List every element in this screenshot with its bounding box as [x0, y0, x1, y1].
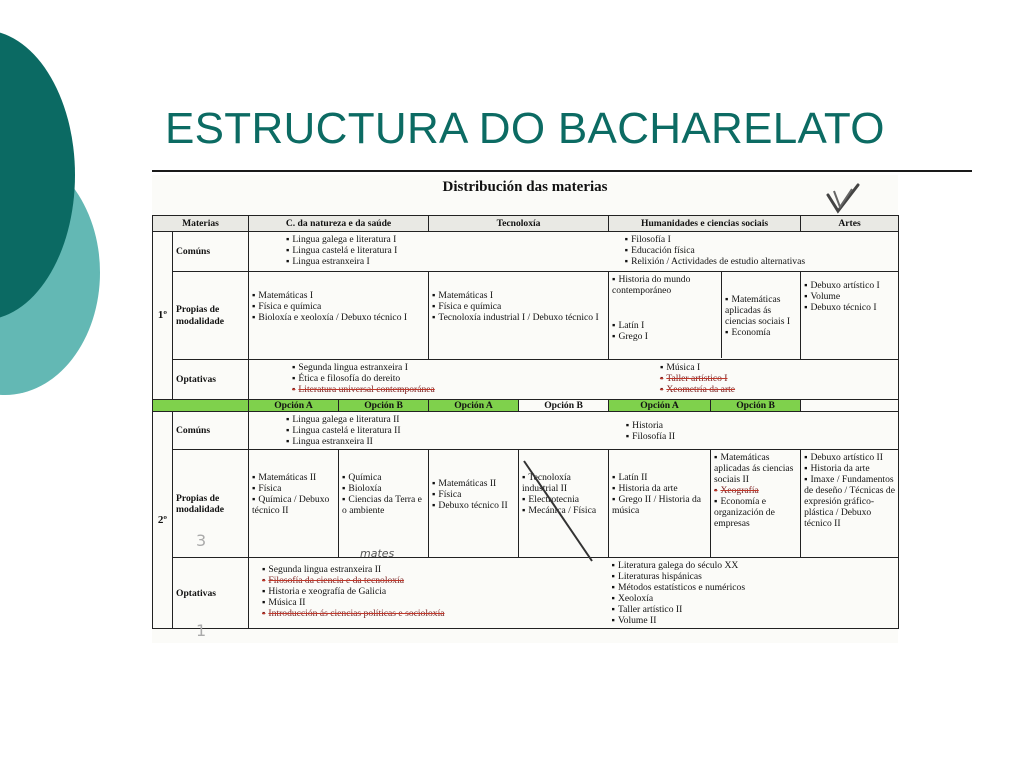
list-item: ▪ Literatura universal contemporánea [292, 384, 435, 395]
list-item: ▪ Historia da arte [804, 463, 895, 474]
option-label: Opción B [339, 400, 429, 412]
handwritten-note: mates [360, 547, 395, 560]
list-item: ▪ Segunda lingua estranxeira II [262, 564, 445, 575]
list-item: ▪ Ciencias da Terra e o ambiente [342, 494, 425, 516]
list-item: ▪ Lingua galega e literatura I [286, 234, 397, 245]
list-item: ▪ Filosofía I [625, 234, 805, 245]
year2-tecnoloxia-b-cell [519, 450, 609, 558]
option-label: Opción B [711, 400, 801, 412]
options-row [153, 400, 899, 412]
header-ciencias: C. da natureza e da saúde [249, 216, 429, 232]
list-item: ▪ Segunda lingua estranxeira I [292, 362, 435, 373]
year2-ciencias-b-cell [339, 450, 429, 558]
list-item: ▪ Taller artístico II [612, 604, 746, 615]
list-item: ▪ Educación física [625, 245, 805, 256]
option-label: Opción A [249, 400, 339, 412]
list-item: ▪ Economía e organización de empresas [714, 496, 797, 529]
list-item: ▪ Debuxo artístico I [804, 280, 895, 291]
list-item: ▪ Física [252, 483, 335, 494]
list-item: ▪ Física e química [252, 301, 425, 312]
year-label: 2º [153, 412, 173, 629]
scanned-document [152, 175, 898, 643]
list-item: ▪ Latín II [612, 472, 707, 483]
list-item: ▪ Matemáticas II [432, 478, 515, 489]
header-tecnoloxia: Tecnoloxía [429, 216, 609, 232]
list-item: ▪ Volume II [612, 615, 746, 626]
year1-comuns-left [286, 234, 397, 267]
list-item: ▪ Latín I [612, 320, 718, 331]
list-item: ▪ Debuxo artístico II [804, 452, 895, 463]
subjects-table [152, 215, 899, 629]
year2-optativas-cell [249, 558, 899, 629]
list-item: ▪ Métodos estatísticos e numéricos [612, 582, 746, 593]
list-item: ▪ Debuxo técnico I [804, 302, 895, 313]
list-item: ▪ Música II [262, 597, 445, 608]
table-row [153, 232, 899, 272]
year1-optativas-cell [249, 360, 899, 400]
year2-comuns-cell [249, 412, 899, 450]
year1-comuns-right [625, 234, 805, 267]
row-label-optativas: Optativas [173, 558, 249, 629]
list-item: ▪ Mecánica / Física [522, 505, 605, 516]
list-item: ▪ Historia do mundo contemporáneo [612, 274, 718, 296]
list-item: ▪ Imaxe / Fundamentos de deseño / Técnicas de expresión gráfico-plástica / Debuxo técnico II [804, 474, 895, 529]
list-item: ▪ Bioloxía [342, 483, 425, 494]
slide-title: ESTRUCTURA DO BACHARELATO [165, 104, 885, 153]
list-item: ▪ Tecnoloxía industrial II [522, 472, 605, 494]
header-artes: Artes [801, 216, 899, 232]
list-item: ▪ Literaturas hispánicas [612, 571, 746, 582]
year-label: 1º [153, 232, 173, 400]
list-item: ▪ Matemáticas I [252, 290, 425, 301]
year1-comuns-cell [249, 232, 899, 272]
list-item: ▪ Ética e filosofía do dereito [292, 373, 435, 384]
list-item: ▪ Debuxo técnico II [432, 500, 515, 511]
year1-ciencias-cell [249, 272, 429, 360]
list-item: ▪ Economía [725, 327, 797, 338]
list-item: ▪ Grego I [612, 331, 718, 342]
list-item: ▪ Lingua castelá e literatura I [286, 245, 397, 256]
list-item: ▪ Bioloxía e xeoloxía / Debuxo técnico I [252, 312, 425, 323]
list-item: ▪ Matemáticas I [432, 290, 605, 301]
year2-humanidades-a-cell [609, 450, 711, 558]
list-item: ▪ Música I [660, 362, 735, 373]
list-item: ▪ Xeoloxía [612, 593, 746, 604]
list-item: ▪ Física [432, 489, 515, 500]
handwritten-note: 3 [196, 531, 207, 550]
list-item: ▪ Historia e xeografía de Galicia [262, 586, 445, 597]
list-item: ▪ Taller artístico I [660, 373, 735, 384]
header-materias: Materias [153, 216, 249, 232]
year1-artes-cell [801, 272, 899, 360]
table-row [153, 558, 899, 629]
list-item: ▪ Relixión / Actividades de estudio alternativas [625, 256, 805, 267]
handwritten-note: 1 [196, 621, 207, 640]
year2-ciencias-a-cell [249, 450, 339, 558]
option-label: Opción A [429, 400, 519, 412]
list-item: ▪ Química [342, 472, 425, 483]
year2-artes-cell [801, 450, 899, 558]
row-label-optativas: Optativas [173, 360, 249, 400]
year2-humanidades-b-cell [711, 450, 801, 558]
list-item: ▪ Lingua estranxeira II [286, 436, 401, 447]
year1-humanidades-cell [609, 272, 801, 360]
list-item: ▪ Filosofía II [626, 431, 675, 442]
row-label-comuns: Comúns [173, 412, 249, 450]
list-item: ▪ Xeometría da arte [660, 384, 735, 395]
list-item: ▪ Xeografía [714, 485, 797, 496]
list-item: ▪ Grego II / Historia da música [612, 494, 707, 516]
table-row [153, 272, 899, 360]
list-item: ▪ Volume [804, 291, 895, 302]
option-label: Opción B [519, 400, 609, 412]
table-row [153, 412, 899, 450]
document-title: Distribución das materias [442, 179, 608, 195]
row-label-propias: Propias de modalidade [173, 272, 249, 360]
year2-tecnoloxia-a-cell [429, 450, 519, 558]
list-item: ▪ Tecnoloxía industrial I / Debuxo técnico I [432, 312, 605, 323]
row-label-comuns: Comúns [173, 232, 249, 272]
row-label-propias: Propias de modalidade [173, 450, 249, 558]
list-item: ▪ Electrotecnia [522, 494, 605, 505]
year1-tecnoloxia-cell [429, 272, 609, 360]
list-item: ▪ Historia [626, 420, 675, 431]
list-item: ▪ Matemáticas aplicadas ás ciencias sociais I [725, 294, 797, 327]
option-label: Opción A [609, 400, 711, 412]
table-row [153, 450, 899, 558]
list-item: ▪ Filosofía da ciencia e da tecnoloxía [262, 575, 445, 586]
list-item: ▪ Introducción ás ciencias políticas e socioloxía [262, 608, 445, 619]
table-header-row [153, 216, 899, 232]
list-item: ▪ Química / Debuxo técnico II [252, 494, 335, 516]
list-item: ▪ Literatura galega do século XX [612, 560, 746, 571]
header-humanidades: Humanidades e ciencias sociais [609, 216, 801, 232]
title-divider [152, 170, 972, 172]
list-item: ▪ Física e química [432, 301, 605, 312]
list-item: ▪ Lingua estranxeira I [286, 256, 397, 267]
list-item: ▪ Lingua castelá e literatura II [286, 425, 401, 436]
list-item: ▪ Historia da arte [612, 483, 707, 494]
table-row [153, 360, 899, 400]
list-item: ▪ Lingua galega e literatura II [286, 414, 401, 425]
list-item: ▪ Matemáticas aplicadas ás ciencias sociais II [714, 452, 797, 485]
list-item: ▪ Matemáticas II [252, 472, 335, 483]
